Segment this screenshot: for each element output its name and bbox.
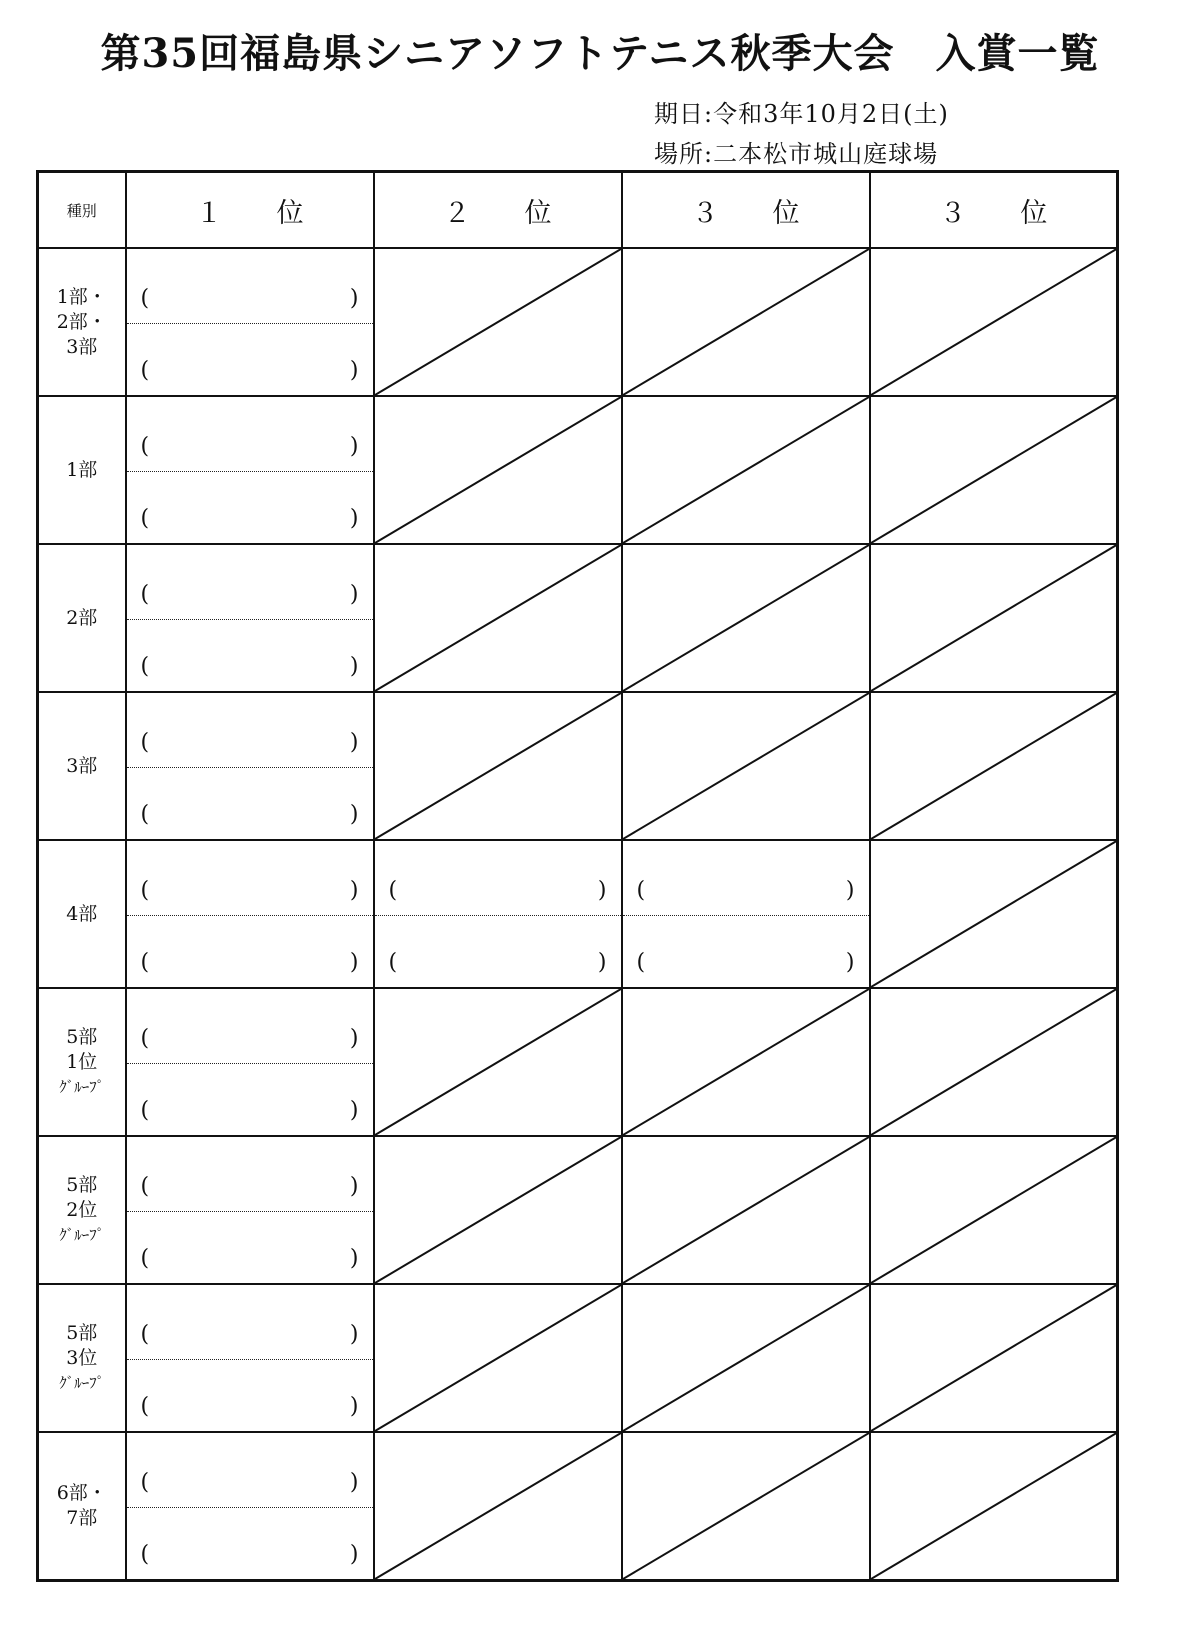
name-entry-top[interactable] xyxy=(623,841,869,916)
place-cell-entry xyxy=(126,988,374,1136)
slash-line xyxy=(871,1137,1117,1283)
open-paren: ( xyxy=(140,1542,150,1567)
header-category: 種別 xyxy=(38,172,126,249)
category-cell xyxy=(38,988,126,1136)
document-title: 第35回福島県シニアソフトテニス秋季大会 入賞一覧 xyxy=(100,30,1100,77)
close-paren: ) xyxy=(597,950,607,975)
open-paren: ( xyxy=(140,1246,150,1271)
place-cell-empty xyxy=(870,1284,1118,1432)
category-label: 3位 xyxy=(66,1346,98,1369)
table-row xyxy=(38,544,1118,692)
event-date: 期日:令和3年10月2日(土) xyxy=(654,100,949,128)
category-label: 1部・ xyxy=(56,285,107,308)
place-cell-entry xyxy=(126,840,374,988)
close-paren: ) xyxy=(349,654,359,679)
open-paren: ( xyxy=(140,582,150,607)
open-paren: ( xyxy=(140,358,150,383)
category-label: 5部 xyxy=(66,1321,98,1344)
category-group-label: ｸﾞﾙｰﾌﾟ xyxy=(59,1373,105,1392)
place-cell-empty xyxy=(622,1136,870,1284)
close-paren: ) xyxy=(349,1246,359,1271)
empty-cell-slash xyxy=(375,1285,621,1431)
name-entry-bottom[interactable] xyxy=(127,915,373,987)
name-entry-bottom[interactable] xyxy=(127,767,373,839)
close-paren: ) xyxy=(349,1174,359,1199)
place-cell-entry xyxy=(126,1284,374,1432)
open-paren: ( xyxy=(636,950,646,975)
close-paren: ) xyxy=(349,878,359,903)
slash-line xyxy=(623,1137,869,1283)
open-paren: ( xyxy=(140,434,150,459)
place-cell-entry xyxy=(374,840,622,988)
place-cell-empty xyxy=(622,988,870,1136)
name-entry-top[interactable] xyxy=(127,1137,373,1212)
slash-line xyxy=(871,249,1117,395)
name-entry-top[interactable] xyxy=(127,1285,373,1360)
category-label: 2部 xyxy=(66,606,98,629)
category-label: 5部 xyxy=(66,1173,98,1196)
slash-line xyxy=(375,249,621,395)
slash-line xyxy=(871,841,1117,987)
close-paren: ) xyxy=(349,730,359,755)
place-cell-empty xyxy=(622,544,870,692)
category-group-label: ｸﾞﾙｰﾌﾟ xyxy=(59,1077,105,1096)
place-cell-entry xyxy=(126,396,374,544)
slash-line xyxy=(871,1285,1117,1431)
open-paren: ( xyxy=(140,1394,150,1419)
close-paren: ) xyxy=(349,802,359,827)
place-cell-empty xyxy=(870,1136,1118,1284)
place-cell-empty xyxy=(870,840,1118,988)
event-venue: 場所:二本松市城山庭球場 xyxy=(654,140,939,168)
header-3rd-place-b: ３ 位 xyxy=(870,172,1118,249)
header-row xyxy=(38,172,1118,249)
open-paren: ( xyxy=(140,654,150,679)
place-cell-empty xyxy=(622,248,870,396)
category-cell xyxy=(38,248,126,396)
category-label: 7部 xyxy=(66,1507,98,1529)
table-row xyxy=(38,396,1118,544)
empty-cell-slash xyxy=(871,693,1117,839)
empty-cell-slash xyxy=(375,1137,621,1283)
category-cell xyxy=(38,1432,126,1581)
place-cell-empty xyxy=(374,1432,622,1581)
close-paren: ) xyxy=(349,1542,359,1567)
category-cell xyxy=(38,840,126,988)
slash-line xyxy=(623,397,869,543)
place-cell-empty xyxy=(870,1432,1118,1581)
close-paren: ) xyxy=(349,506,359,531)
category-label: 3部 xyxy=(66,754,98,777)
empty-cell-slash xyxy=(623,989,869,1135)
place-cell-empty xyxy=(870,544,1118,692)
place-cell-empty xyxy=(374,1136,622,1284)
close-paren: ) xyxy=(349,1026,359,1051)
category-label: 2部・ xyxy=(56,310,107,333)
empty-cell-slash xyxy=(871,545,1117,691)
category-label: 1位 xyxy=(66,1050,98,1073)
category-label: 1部 xyxy=(66,458,98,481)
header-1st-place: １ 位 xyxy=(126,172,374,249)
place-cell-empty xyxy=(622,1284,870,1432)
open-paren: ( xyxy=(140,1174,150,1199)
empty-cell-slash xyxy=(375,989,621,1135)
header-3rd-place-a: ３ 位 xyxy=(622,172,870,249)
name-entry-bottom[interactable] xyxy=(127,1507,373,1579)
empty-cell-slash xyxy=(375,397,621,543)
empty-cell-slash xyxy=(623,545,869,691)
slash-line xyxy=(375,545,621,691)
slash-line xyxy=(871,545,1117,691)
name-entry-bottom[interactable] xyxy=(127,323,373,395)
place-cell-empty xyxy=(622,692,870,840)
table-row xyxy=(38,1136,1118,1284)
category-cell xyxy=(38,692,126,840)
slash-line xyxy=(623,249,869,395)
open-paren: ( xyxy=(140,878,150,903)
name-entry-top[interactable] xyxy=(127,989,373,1064)
empty-cell-slash xyxy=(871,841,1117,987)
category-label: 6部・ xyxy=(56,1482,107,1504)
empty-cell-slash xyxy=(871,1285,1117,1431)
empty-cell-slash xyxy=(375,693,621,839)
slash-line xyxy=(871,397,1117,543)
close-paren: ) xyxy=(349,1322,359,1347)
place-cell-entry xyxy=(126,248,374,396)
table-row xyxy=(38,840,1118,988)
close-paren: ) xyxy=(349,358,359,383)
empty-cell-slash xyxy=(871,1433,1117,1579)
empty-cell-slash xyxy=(375,1433,621,1579)
slash-line xyxy=(623,1433,869,1579)
place-cell-empty xyxy=(374,692,622,840)
place-cell-empty xyxy=(374,396,622,544)
place-cell-empty xyxy=(622,1432,870,1581)
empty-cell-slash xyxy=(623,397,869,543)
open-paren: ( xyxy=(636,878,646,903)
empty-cell-slash xyxy=(871,1137,1117,1283)
name-entry-bottom[interactable] xyxy=(127,619,373,691)
name-entry-bottom[interactable] xyxy=(127,471,373,543)
empty-cell-slash xyxy=(623,1285,869,1431)
open-paren: ( xyxy=(140,1470,150,1495)
empty-cell-slash xyxy=(623,249,869,395)
open-paren: ( xyxy=(140,1098,150,1123)
slash-line xyxy=(375,693,621,839)
place-cell-entry xyxy=(126,544,374,692)
place-cell-empty xyxy=(870,692,1118,840)
table-row xyxy=(38,1284,1118,1432)
place-cell-empty xyxy=(870,248,1118,396)
close-paren: ) xyxy=(349,1098,359,1123)
category-label: 4部 xyxy=(66,902,98,925)
name-entry-top[interactable] xyxy=(127,693,373,768)
open-paren: ( xyxy=(140,1322,150,1347)
name-entry-bottom[interactable] xyxy=(127,1211,373,1283)
slash-line xyxy=(375,1137,621,1283)
name-entry-bottom[interactable] xyxy=(127,1063,373,1135)
slash-line xyxy=(871,693,1117,839)
name-entry-top[interactable] xyxy=(127,841,373,916)
slash-line xyxy=(375,397,621,543)
close-paren: ) xyxy=(349,434,359,459)
slash-line xyxy=(375,989,621,1135)
place-cell-entry xyxy=(126,1136,374,1284)
category-cell xyxy=(38,1136,126,1284)
open-paren: ( xyxy=(140,506,150,531)
open-paren: ( xyxy=(140,730,150,755)
close-paren: ) xyxy=(845,950,855,975)
name-entry-top[interactable] xyxy=(127,545,373,620)
table-row xyxy=(38,248,1118,396)
category-cell xyxy=(38,1284,126,1432)
place-cell-entry xyxy=(622,840,870,988)
empty-cell-slash xyxy=(623,1433,869,1579)
header-2nd-place: ２ 位 xyxy=(374,172,622,249)
empty-cell-slash xyxy=(375,545,621,691)
table-row xyxy=(38,988,1118,1136)
empty-cell-slash xyxy=(623,693,869,839)
category-label: 3部 xyxy=(66,335,98,358)
open-paren: ( xyxy=(140,802,150,827)
slash-line xyxy=(623,545,869,691)
open-paren: ( xyxy=(140,286,150,311)
close-paren: ) xyxy=(349,582,359,607)
open-paren: ( xyxy=(388,950,398,975)
name-entry-top[interactable] xyxy=(127,397,373,472)
place-cell-empty xyxy=(622,396,870,544)
table-row xyxy=(38,1432,1118,1581)
category-label: 2位 xyxy=(66,1198,98,1221)
close-paren: ) xyxy=(349,286,359,311)
place-cell-empty xyxy=(870,396,1118,544)
name-entry-top[interactable] xyxy=(375,841,621,916)
place-cell-empty xyxy=(374,988,622,1136)
open-paren: ( xyxy=(140,950,150,975)
category-cell xyxy=(38,396,126,544)
empty-cell-slash xyxy=(623,1137,869,1283)
name-entry-top[interactable] xyxy=(127,1433,373,1508)
slash-line xyxy=(871,989,1117,1135)
place-cell-empty xyxy=(870,988,1118,1136)
place-cell-entry xyxy=(126,1432,374,1581)
empty-cell-slash xyxy=(375,249,621,395)
name-entry-bottom[interactable] xyxy=(375,915,621,987)
close-paren: ) xyxy=(845,878,855,903)
name-entry-top[interactable] xyxy=(127,249,373,324)
close-paren: ) xyxy=(349,1394,359,1419)
place-cell-empty xyxy=(374,1284,622,1432)
result-rows xyxy=(38,248,1118,1581)
category-group-label: ｸﾞﾙｰﾌﾟ xyxy=(59,1225,105,1244)
open-paren: ( xyxy=(388,878,398,903)
category-label: 5部 xyxy=(66,1025,98,1048)
close-paren: ) xyxy=(597,878,607,903)
slash-line xyxy=(375,1433,621,1579)
name-entry-bottom[interactable] xyxy=(623,915,869,987)
slash-line xyxy=(623,1285,869,1431)
name-entry-bottom[interactable] xyxy=(127,1359,373,1431)
slash-line xyxy=(623,989,869,1135)
open-paren: ( xyxy=(140,1026,150,1051)
place-cell-entry xyxy=(126,692,374,840)
place-cell-empty xyxy=(374,544,622,692)
close-paren: ) xyxy=(349,950,359,975)
table-row xyxy=(38,692,1118,840)
slash-line xyxy=(623,693,869,839)
empty-cell-slash xyxy=(871,989,1117,1135)
place-cell-empty xyxy=(374,248,622,396)
slash-line xyxy=(375,1285,621,1431)
empty-cell-slash xyxy=(871,249,1117,395)
empty-cell-slash xyxy=(871,397,1117,543)
category-cell xyxy=(38,544,126,692)
close-paren: ) xyxy=(349,1470,359,1495)
results-table xyxy=(36,170,1119,1582)
slash-line xyxy=(871,1433,1117,1579)
